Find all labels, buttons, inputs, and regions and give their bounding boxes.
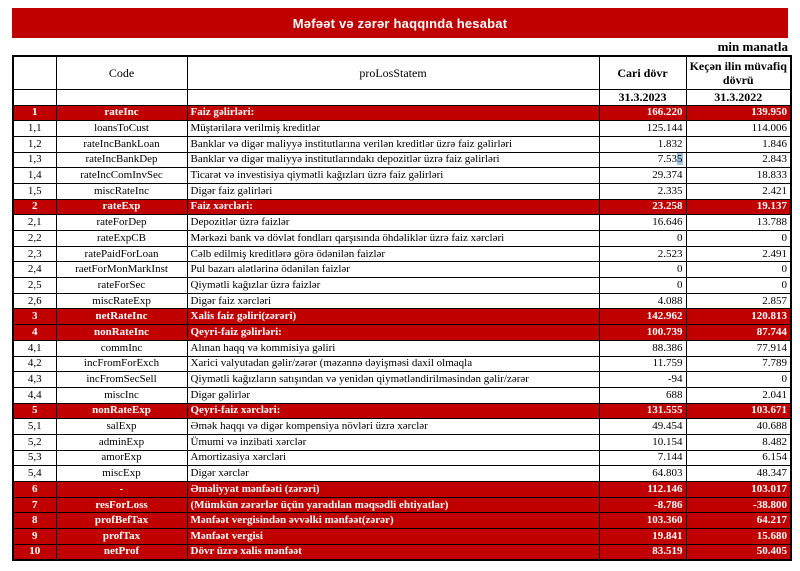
table-row (13, 387, 791, 403)
current-value-cell: 166.220 (599, 105, 686, 121)
previous-value-cell: 13.788 (686, 215, 791, 231)
subheader-current-date: 31.3.2023 (599, 89, 686, 105)
row-num-cell: 5,3 (13, 450, 56, 466)
desc-cell: Digər faiz xərcləri (187, 293, 599, 309)
header-desc-cell: proLosStatem (187, 56, 599, 89)
previous-value-cell: 87.744 (686, 325, 791, 341)
subheader-num-cell (13, 89, 56, 105)
desc-cell: Alınan haqq və kommisiya gəliri (187, 340, 599, 356)
row-num-cell: 5,4 (13, 466, 56, 482)
code-cell: profBefTax (56, 513, 187, 529)
table-row (13, 105, 791, 121)
table-row (13, 183, 791, 199)
desc-cell: Ticarət və investisiya qiymətli kağızları üzrə faiz gəlirləri (187, 168, 599, 184)
previous-value-cell: 2.041 (686, 387, 791, 403)
previous-value-cell: 50.405 (686, 544, 791, 560)
row-num-cell: 5 (13, 403, 56, 419)
row-num-cell: 1 (13, 105, 56, 121)
row-num-cell: 1,2 (13, 136, 56, 152)
current-value-cell: 2.523 (599, 246, 686, 262)
previous-value-cell: 40.688 (686, 419, 791, 435)
table-row (13, 434, 791, 450)
previous-value-cell: 2.843 (686, 152, 791, 168)
desc-cell: Depozitlər üzrə faizlər (187, 215, 599, 231)
table-row (13, 215, 791, 231)
current-value-cell: 125.144 (599, 121, 686, 137)
table-row (13, 340, 791, 356)
previous-value-cell: 19.137 (686, 199, 791, 215)
previous-value-cell: 103.671 (686, 403, 791, 419)
current-value-cell: 10.154 (599, 434, 686, 450)
current-value-cell: 688 (599, 387, 686, 403)
table-row (13, 262, 791, 278)
table-row (13, 513, 791, 529)
table-row (13, 419, 791, 435)
report-title-banner (12, 8, 788, 38)
table-row (13, 450, 791, 466)
row-num-cell: 5,1 (13, 419, 56, 435)
table-row (13, 372, 791, 388)
report-table-body (13, 105, 791, 560)
header-previous-period-cell: Keçən ilin müvafiq dövrü (686, 56, 791, 89)
row-num-cell: 3 (13, 309, 56, 325)
current-value-cell: 0 (599, 278, 686, 294)
current-value-cell: -8.786 (599, 497, 686, 513)
desc-cell: Əməliyyat mənfəəti (zərəri) (187, 482, 599, 498)
table-row (13, 403, 791, 419)
table-row (13, 121, 791, 137)
previous-value-cell: 139.950 (686, 105, 791, 121)
code-cell: incFromSecSell (56, 372, 187, 388)
current-value-cell: 88.386 (599, 340, 686, 356)
current-value-cell: 103.360 (599, 513, 686, 529)
row-num-cell: 2,5 (13, 278, 56, 294)
code-cell: miscRateExp (56, 293, 187, 309)
previous-value-cell: 0 (686, 372, 791, 388)
row-num-cell: 9 (13, 529, 56, 545)
previous-value-cell: 7.789 (686, 356, 791, 372)
desc-cell: Digər gəlirlər (187, 387, 599, 403)
current-value-cell: 112.146 (599, 482, 686, 498)
row-num-cell: 2 (13, 199, 56, 215)
desc-cell: Cəlb edilmiş kreditlərə görə ödənilən faizlər (187, 246, 599, 262)
table-row (13, 497, 791, 513)
current-value-cell: 49.454 (599, 419, 686, 435)
current-value-cell: 2.335 (599, 183, 686, 199)
subheader-desc-cell (187, 89, 599, 105)
desc-cell: Mənfəət vergisi (187, 529, 599, 545)
table-row (13, 544, 791, 560)
code-cell: incFromForExch (56, 356, 187, 372)
row-num-cell: 4,3 (13, 372, 56, 388)
desc-cell: Faiz gəlirləri: (187, 105, 599, 121)
subheader-code-cell (56, 89, 187, 105)
previous-value-cell: 6.154 (686, 450, 791, 466)
header-num-cell (13, 56, 56, 89)
previous-value-cell: 77.914 (686, 340, 791, 356)
code-cell: ratePaidForLoan (56, 246, 187, 262)
current-value-cell: 19.841 (599, 529, 686, 545)
code-cell: rateIncBankLoan (56, 136, 187, 152)
current-value-cell: 131.555 (599, 403, 686, 419)
code-cell: rateIncBankDep (56, 152, 187, 168)
desc-cell: Müştərilərə verilmiş kreditlər (187, 121, 599, 137)
desc-cell: Qeyri-faiz gəlirləri: (187, 325, 599, 341)
code-cell: salExp (56, 419, 187, 435)
desc-cell: Mərkəzi bank və dövlət fondları qarşısında öhdəliklər üzrə faiz xərcləri (187, 231, 599, 247)
current-value-cell: 142.962 (599, 309, 686, 325)
code-cell: adminExp (56, 434, 187, 450)
table-row (13, 293, 791, 309)
previous-value-cell: 2.421 (686, 183, 791, 199)
table-row (13, 168, 791, 184)
row-num-cell: 1,5 (13, 183, 56, 199)
current-value-cell: 23.258 (599, 199, 686, 215)
previous-value-cell: 2.857 (686, 293, 791, 309)
table-row (13, 309, 791, 325)
desc-cell: Ümumi və inzibati xərclər (187, 434, 599, 450)
row-num-cell: 6 (13, 482, 56, 498)
table-row (13, 356, 791, 372)
code-cell: rateIncComInvSec (56, 168, 187, 184)
code-cell: - (56, 482, 187, 498)
table-row (13, 152, 791, 168)
current-value-cell: 83.519 (599, 544, 686, 560)
desc-cell: Banklar və digər maliyyə institutlarındakı depozitlər üzrə faiz gəlirləri (187, 152, 599, 168)
unit-note: min manatla (717, 39, 788, 54)
row-num-cell: 1,4 (13, 168, 56, 184)
row-num-cell: 1,1 (13, 121, 56, 137)
current-value-cell: -94 (599, 372, 686, 388)
selection-highlight: 5 (677, 153, 683, 166)
table-row (13, 136, 791, 152)
code-cell: miscInc (56, 387, 187, 403)
table-row (13, 278, 791, 294)
desc-cell: Digər faiz gəlirləri (187, 183, 599, 199)
desc-cell: Xarici valyutadan gəlir/zərər (məzənnə dəyişməsi daxil olmaqla (187, 356, 599, 372)
previous-value-cell: -38.800 (686, 497, 791, 513)
current-value-cell: 0 (599, 231, 686, 247)
desc-cell: Qiymətli kağızlar üzrə faizlər (187, 278, 599, 294)
row-num-cell: 4,1 (13, 340, 56, 356)
row-num-cell: 4,4 (13, 387, 56, 403)
current-value-cell: 7.535 (599, 152, 686, 168)
row-num-cell: 2,6 (13, 293, 56, 309)
current-value-cell: 1.832 (599, 136, 686, 152)
code-cell: rateExp (56, 199, 187, 215)
row-num-cell: 4,2 (13, 356, 56, 372)
header-code-cell: Code (56, 56, 187, 89)
row-num-cell: 10 (13, 544, 56, 560)
current-value-cell: 64.803 (599, 466, 686, 482)
row-num-cell: 4 (13, 325, 56, 341)
previous-value-cell: 0 (686, 231, 791, 247)
table-row (13, 325, 791, 341)
code-cell: loansToCust (56, 121, 187, 137)
desc-cell: Faiz xərcləri: (187, 199, 599, 215)
row-num-cell: 7 (13, 497, 56, 513)
subheader-row (13, 89, 791, 105)
row-num-cell: 2,3 (13, 246, 56, 262)
row-num-cell: 2,4 (13, 262, 56, 278)
current-value-cell: 4.088 (599, 293, 686, 309)
code-cell: amorExp (56, 450, 187, 466)
code-cell: raetForMonMarkInst (56, 262, 187, 278)
table-row (13, 199, 791, 215)
code-cell: nonRateInc (56, 325, 187, 341)
table-row (13, 482, 791, 498)
code-cell: rateExpCB (56, 231, 187, 247)
code-cell: nonRateExp (56, 403, 187, 419)
previous-value-cell: 0 (686, 278, 791, 294)
subheader-previous-date: 31.3.2022 (686, 89, 791, 105)
profit-loss-table (12, 55, 792, 561)
desc-cell: Qeyri-faiz xərcləri: (187, 403, 599, 419)
row-num-cell: 1,3 (13, 152, 56, 168)
table-row (13, 529, 791, 545)
current-value-cell: 29.374 (599, 168, 686, 184)
previous-value-cell: 2.491 (686, 246, 791, 262)
table-row (13, 246, 791, 262)
header-current-period-cell: Cari dövr (599, 56, 686, 89)
current-value-cell: 100.739 (599, 325, 686, 341)
code-cell: profTax (56, 529, 187, 545)
previous-value-cell: 18.833 (686, 168, 791, 184)
code-cell: rateInc (56, 105, 187, 121)
row-num-cell: 5,2 (13, 434, 56, 450)
current-value-cell: 11.759 (599, 356, 686, 372)
code-cell: rateForDep (56, 215, 187, 231)
previous-value-cell: 0 (686, 262, 791, 278)
code-cell: netRateInc (56, 309, 187, 325)
current-value-cell: 16.646 (599, 215, 686, 231)
table-row (13, 231, 791, 247)
row-num-cell: 2,1 (13, 215, 56, 231)
code-cell: rateForSec (56, 278, 187, 294)
report-title: Məfəət və zərər haqqında hesabat (292, 15, 508, 31)
desc-cell: Xalis faiz gəliri(zərəri) (187, 309, 599, 325)
current-value-cell: 0 (599, 262, 686, 278)
desc-cell: Pul bazarı alətlərinə ödənilən faizlər (187, 262, 599, 278)
code-cell: commInc (56, 340, 187, 356)
desc-cell: Əmək haqqı və digər kompensiya növləri üzrə xərclər (187, 419, 599, 435)
desc-cell: Dövr üzrə xalis mənfəət (187, 544, 599, 560)
previous-value-cell: 15.680 (686, 529, 791, 545)
previous-value-cell: 1.846 (686, 136, 791, 152)
code-cell: miscExp (56, 466, 187, 482)
row-num-cell: 2,2 (13, 231, 56, 247)
desc-cell: Digər xərclər (187, 466, 599, 482)
desc-cell: (Mümkün zərərlər üçün yaradılan məqsədli ehtiyatlar) (187, 497, 599, 513)
code-cell: miscRateInc (56, 183, 187, 199)
previous-value-cell: 114.006 (686, 121, 791, 137)
code-cell: netProf (56, 544, 187, 560)
previous-value-cell: 103.017 (686, 482, 791, 498)
previous-value-cell: 120.813 (686, 309, 791, 325)
desc-cell: Banklar və digər maliyyə institutlarına verilən kreditlər üzrə faiz gəlirləri (187, 136, 599, 152)
previous-value-cell: 64.217 (686, 513, 791, 529)
desc-cell: Amortizasiya xərcləri (187, 450, 599, 466)
code-cell: resForLoss (56, 497, 187, 513)
header-row (13, 56, 791, 89)
previous-value-cell: 8.482 (686, 434, 791, 450)
row-num-cell: 8 (13, 513, 56, 529)
table-row (13, 466, 791, 482)
previous-value-cell: 48.347 (686, 466, 791, 482)
desc-cell: Qiymətli kağızların satışından və yenidən qiymətləndirilməsindən gəlir/zərər (187, 372, 599, 388)
desc-cell: Mənfəət vergisindən əvvəlki mənfəət(zərər) (187, 513, 599, 529)
current-value-cell: 7.144 (599, 450, 686, 466)
